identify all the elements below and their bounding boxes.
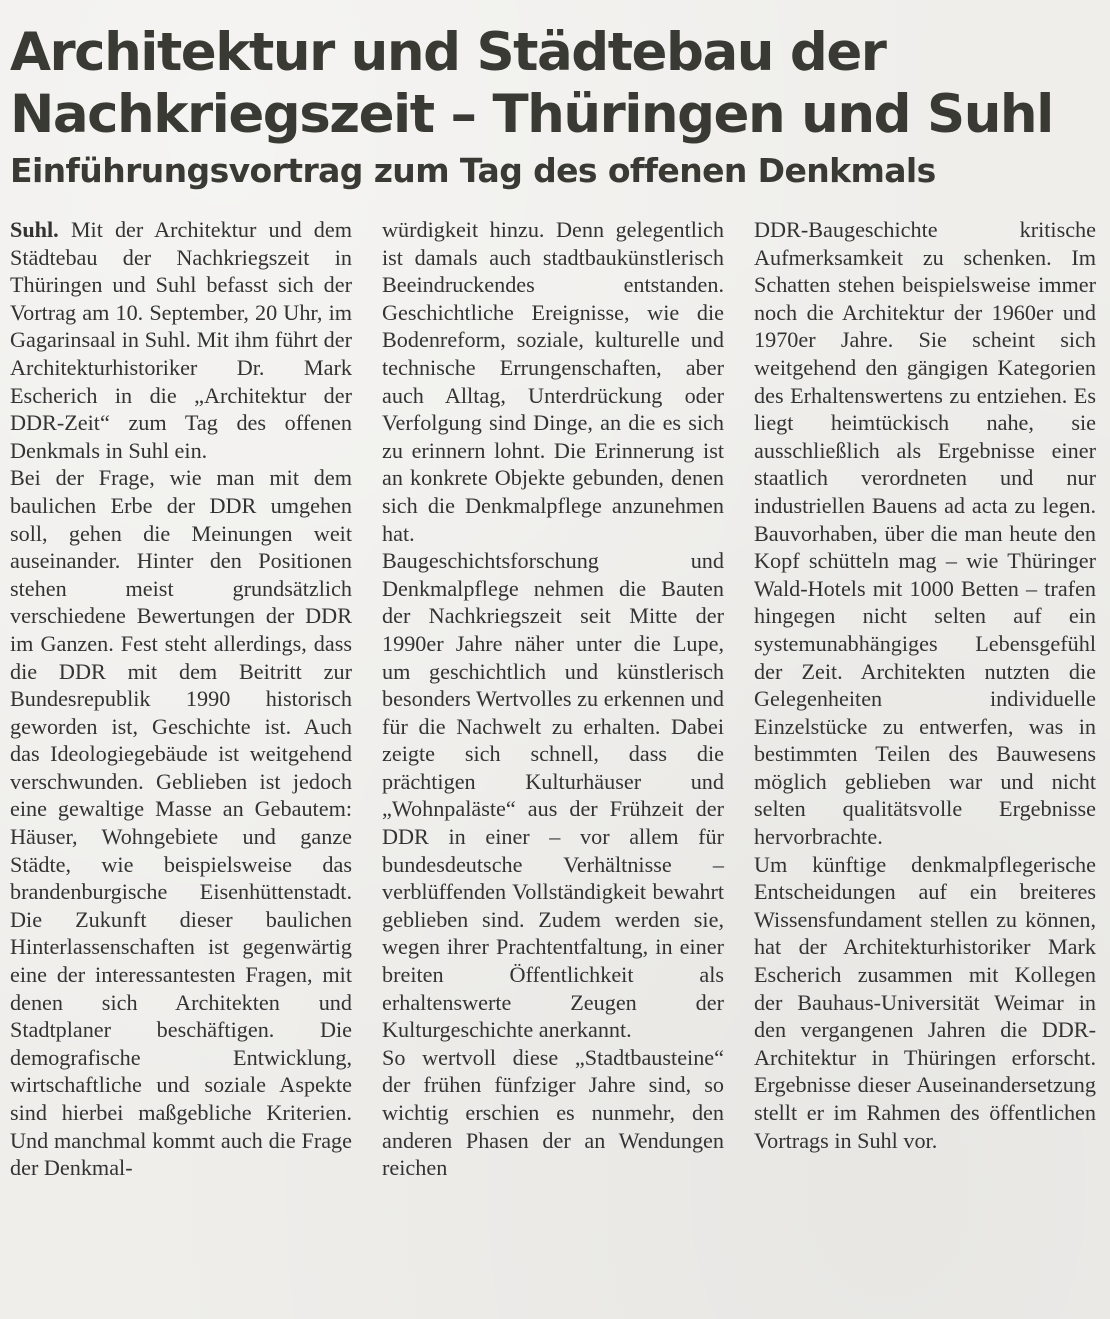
text-column-1 [10, 216, 352, 1182]
article-headline [10, 22, 1096, 146]
body-paragraph: würdigkeit hinzu. Denn gelegentlich ist damals auch stadtbaukünstlerisch Beeindruckendes entstanden. Geschichtliche Ereignisse, wie die Bodenreform, soziale, kulturelle und technische Errungenschaften, aber auch Alltag, Unterdrückung oder Verfolgung sind Dinge, an die es sich zu erinnern lohnt. Die Erinnerung ist an konkrete Objekte gebunden, denen sich die Denkmalpflege anzunehmen hat. [382, 217, 724, 546]
article-body [10, 216, 1096, 1182]
headline-line-2: Nachkriegszeit – Thüringen und Suhl [10, 84, 1053, 145]
body-paragraph: DDR-Baugeschichte kritische Aufmerksamkeit zu schenken. Im Schatten stehen beispielsweise immer noch die Architektur der 1960er und 1970er Jahre. Sie scheint sich weitgehend den gängigen Kategorien des Erhaltenswertens zu entziehen. Es liegt heimtückisch nahe, sie ausschließlich als Ergebnisse einer staatlich verordneten und nur industriellen Bauens ad acta zu legen. Bauvorhaben, über die man heute den Kopf schütteln mag – wie Thüringer Wald-Hotels mit 1000 Betten – trafen hingegen nicht selten auf ein systemunabhängiges Lebensgefühl der Zeit. Architekten nutzten die Gelegenheiten individuelle Einzelstücke zu entwerfen, was in bestimmten Teilen des Bauwesens möglich geblieben war und nicht selten qualitätsvolle Ergebnisse hervorbrachte. [754, 217, 1096, 850]
paragraph-text: Mit der Architektur und dem Städtebau der Nachkriegszeit in Thüringen und Suhl befasst sich der Vortrag am 10. September, 20 Uhr, im Gagarinsaal in Suhl. Mit ihm führt der Architekturhistoriker Dr. Mark Escherich in die „Architektur der DDR-Zeit“ zum Tag des offenen Denkmals in Suhl ein. [10, 217, 353, 463]
body-paragraph: Um künftige denkmalpflegerische Entscheidungen auf ein breiteres Wissensfundament stellen zu können, hat der Architekturhistoriker Mark Escherich zusammen mit Kollegen der Bauhaus-Universität Weimar in den vergangenen Jahren die DDR-Architektur in Thüringen erforscht. Ergebnisse dieser Auseinandersetzung stellt er im Rahmen des öffentlichen Vortrags in Suhl vor. [754, 851, 1096, 1153]
body-paragraph: Baugeschichtsforschung und Denkmalpflege nehmen die Bauten der Nachkriegszeit seit Mitte der 1990er Jahre näher unter die Lupe, um geschichtlich und künstlerisch besonders Wertvolles zu erkennen und für die Nachwelt zu erhalten. Dabei zeigte sich schnell, dass die prächtigen Kulturhäuser und „Wohnpaläste“ aus der Frühzeit der DDR in einer – vor allem für bundesdeutsche Verhältnisse – verblüffenden Vollständigkeit bewahrt geblieben sind. Zudem werden sie, wegen ihrer Prachtentfaltung, in einer breiten Öffentlichkeit als erhaltenswerte Zeugen der Kulturgeschichte anerkannt. [382, 548, 724, 1043]
text-column-2 [382, 216, 724, 1182]
body-paragraph: So wertvoll diese „Stadtbausteine“ der frühen fünfziger Jahre sind, so wichtig erschien es nunmehr, den anderen Phasen der an Wendungen reichen [382, 1044, 724, 1181]
text-column-3 [754, 216, 1096, 1182]
headline-line-1: Architektur und Städtebau der [10, 22, 886, 83]
body-paragraph: Bei der Frage, wie man mit dem baulichen Erbe der DDR umgehen soll, gehen die Meinungen weit auseinander. Hinter den Positionen stehen meist grundsätzlich verschiedene Bewertungen der DDR im Ganzen. Fest steht allerdings, dass die DDR mit dem Beitritt zur Bundesrepublik 1990 historisch geworden ist, Geschichte ist. Auch das Ideologiegebäude ist weitgehend verschwunden. Geblieben ist jedoch eine gewaltige Masse an Gebautem: Häuser, Wohngebiete und ganze Städte, wie beispielsweise das brandenburgische Eisenhüttenstadt. Die Zukunft dieser baulichen Hinterlassenschaften ist gegenwärtig eine der interessantesten Fragen, mit denen sich Architekten und Stadtplaner beschäftigen. Die demografische Entwicklung, wirtschaftliche und soziale Aspekte sind hierbei maßgebliche Kriterien. Und manchmal kommt auch die Frage der Denkmal- [10, 465, 352, 1181]
dateline: Suhl. [10, 217, 59, 242]
article-subheadline: Einführungsvortrag zum Tag des offenen Denkmals [10, 151, 936, 190]
body-paragraph [10, 216, 352, 464]
